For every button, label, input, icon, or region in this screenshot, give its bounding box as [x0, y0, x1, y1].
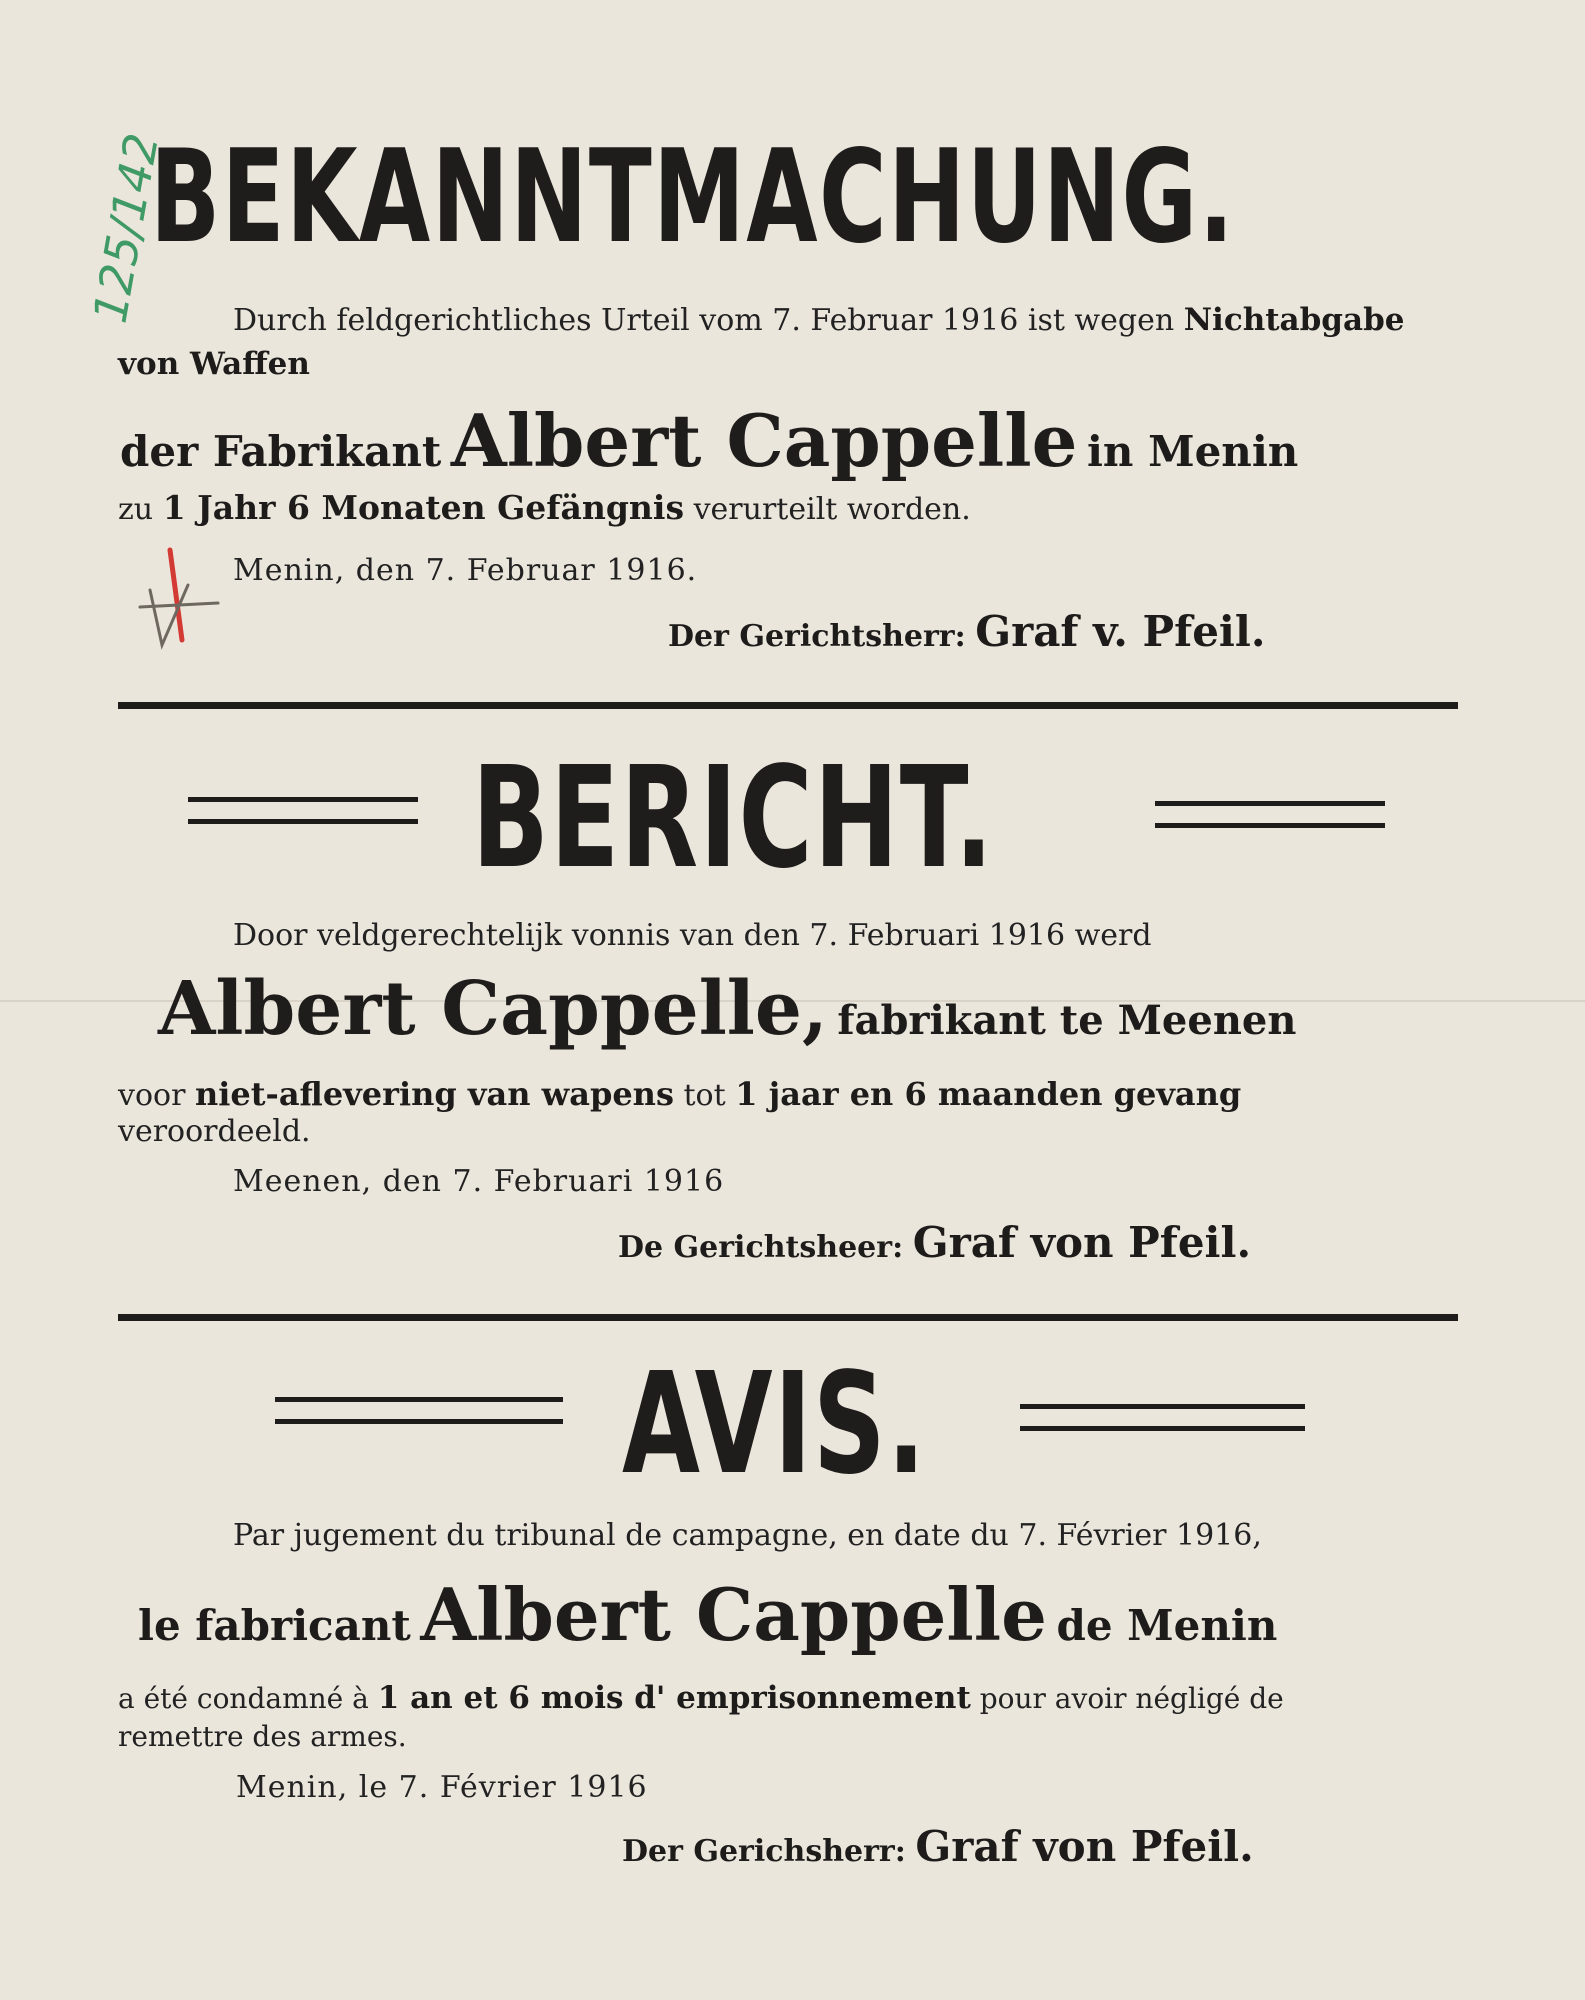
red-check-annotation [130, 545, 220, 655]
german-signer-label: Der Gerichtsherr: [668, 619, 966, 654]
german-sentence-pre: zu [118, 492, 154, 527]
german-headline: BEKANNTMACHUNG. [150, 123, 1236, 272]
french-name-post: de Menin [1056, 1601, 1278, 1650]
dutch-right-double-rule [1155, 801, 1385, 835]
german-sentence-line [118, 488, 971, 527]
german-sentence-post: verurteilt worden. [693, 492, 971, 527]
german-signer-name: Graf v. Pfeil. [975, 607, 1266, 656]
german-name-post: in Menin [1086, 427, 1299, 476]
dutch-signer-label: De Gerichtsheer: [618, 1230, 904, 1265]
french-place-date: Menin, le 7. Février 1916 [236, 1770, 648, 1805]
german-name: Albert Cappelle [450, 398, 1078, 483]
dutch-signature-line [618, 1218, 1251, 1267]
french-sentence-line [118, 1680, 1284, 1716]
dutch-place-date: Meenen, den 7. Februari 1916 [233, 1164, 725, 1199]
red-stroke [170, 550, 182, 640]
german-paragraph-line2: von Waffen [118, 346, 310, 382]
dutch-sentence-line [118, 1075, 1241, 1113]
french-name-pre: le fabricant [138, 1601, 411, 1650]
french-signer-name: Graf von Pfeil. [915, 1822, 1254, 1871]
german-p1-text: Durch feldgerichtliches Urteil vom 7. Februar 1916 ist wegen [233, 303, 1175, 338]
german-sentence-bold: 1 Jahr 6 Monaten Gefängnis [162, 488, 685, 527]
french-name-line [138, 1572, 1277, 1657]
archive-number-annotation [70, 95, 170, 335]
french-paragraph-line1: Par jugement du tribunal de campagne, en date du 7. Février 1916, [233, 1518, 1262, 1553]
french-name: Albert Cappelle [420, 1572, 1047, 1657]
dutch-name: Albert Cappelle, [158, 966, 828, 1052]
separator-rule-2 [118, 1314, 1458, 1321]
dutch-s-pre: voor [118, 1078, 186, 1113]
german-name-line [120, 398, 1298, 483]
dutch-signer-name: Graf von Pfeil. [912, 1218, 1252, 1267]
german-place-date: Menin, den 7. Februar 1916. [233, 553, 698, 588]
dutch-left-double-rule [188, 797, 418, 831]
german-p1-bold: Nichtabgabe [1183, 302, 1405, 338]
french-left-double-rule [275, 1397, 563, 1431]
separator-rule-1 [118, 702, 1458, 709]
german-signature-line [668, 607, 1265, 656]
french-s-post: pour avoir négligé de [979, 1682, 1284, 1715]
dutch-sentence-line2: veroordeeld. [118, 1114, 311, 1149]
french-signer-label: Der Gerichsherr: [622, 1834, 906, 1869]
archive-number-text: 125/142 [82, 129, 170, 327]
dutch-s-bold2: 1 jaar en 6 maanden gevang [735, 1075, 1242, 1113]
dutch-s-mid: tot [683, 1078, 726, 1113]
french-s-pre: a été condamné à [118, 1682, 369, 1715]
german-name-pre: der Fabrikant [120, 427, 442, 476]
german-paragraph-line1 [233, 302, 1404, 338]
french-signature-line [622, 1822, 1254, 1871]
french-s-bold: 1 an et 6 mois d' emprisonnement [377, 1680, 971, 1716]
dutch-name-post: fabrikant te Meenen [837, 997, 1297, 1044]
dutch-s-bold1: niet-aflevering van wapens [194, 1075, 674, 1113]
dutch-name-line [158, 966, 1296, 1052]
french-headline: AVIS. [622, 1343, 927, 1506]
french-sentence-line2: remettre des armes. [118, 1720, 407, 1753]
french-right-double-rule [1020, 1404, 1305, 1438]
dutch-headline: BERICHT. [472, 737, 995, 900]
dutch-paragraph-line1: Door veldgerechtelijk vonnis van den 7. Februari 1916 werd [233, 918, 1152, 953]
